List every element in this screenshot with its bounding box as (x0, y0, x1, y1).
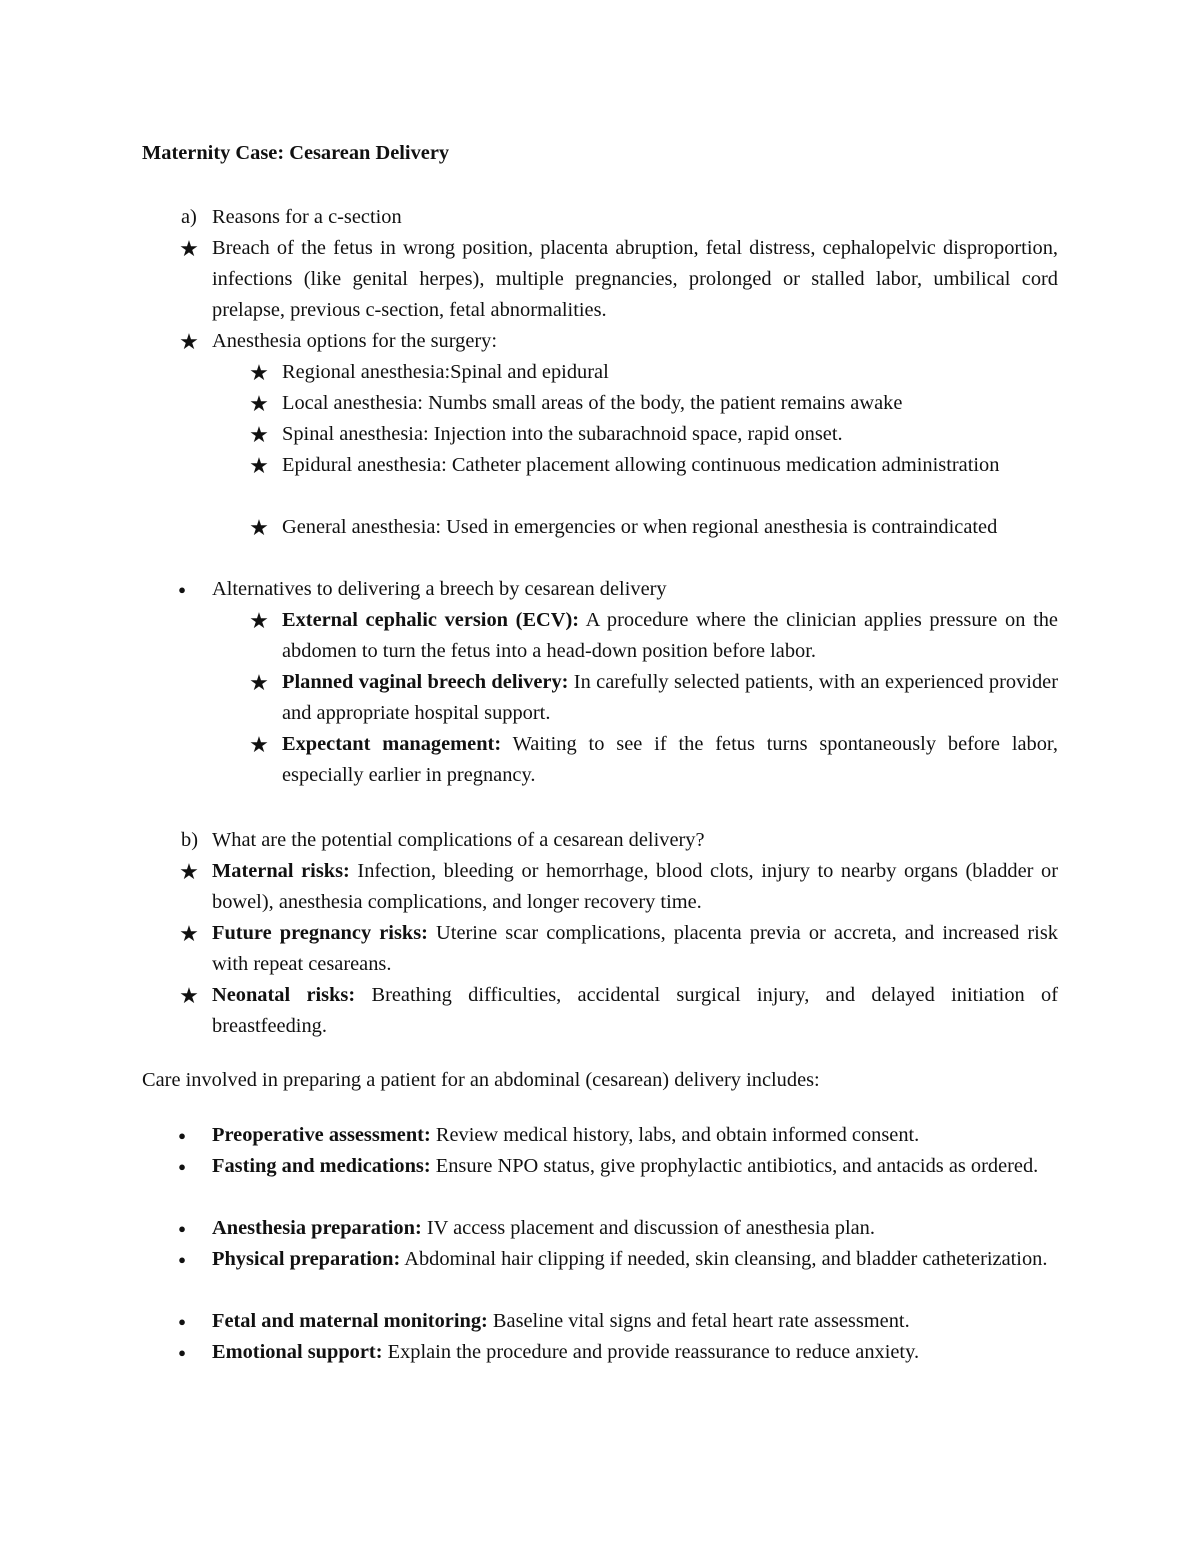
anesthesia-option: General anesthesia: Used in emergencies or when regional anesthesia is contraindicated (282, 516, 998, 538)
star-icon: ★ (249, 360, 269, 385)
alternative-text: Waiting to see if the fetus turns spontaneously before labor, especially earlier in pregnancy. (282, 733, 1059, 786)
care-text: Baseline vital signs and fetal heart rate assessment. (492, 1310, 910, 1332)
alternative-term: Expectant management: (282, 733, 502, 755)
star-icon: ★ (249, 422, 269, 447)
care-term: Emotional support: (212, 1341, 383, 1363)
risk-term: Maternal risks: (212, 860, 350, 882)
risk-text: Infection, bleeding or hemorrhage, blood clots, injury to nearby organs (bladder or bowel), anesthesia complications, and longer recovery time. (212, 860, 1058, 913)
star-icon: ★ (249, 453, 269, 478)
care-item (212, 1337, 1058, 1368)
risk-text: Breathing difficulties, accidental surgical injury, and delayed initiation of breastfeeding. (212, 984, 1058, 1037)
section-a-label: a) (181, 206, 197, 228)
alternative-term: Planned vaginal breech delivery: (282, 671, 569, 693)
alternative-text: A procedure where the clinician applies pressure on the abdomen to turn the fetus into a head-down position before labor. (282, 609, 1058, 662)
alternative-item (282, 729, 1058, 791)
risk-term: Neonatal risks: (212, 984, 356, 1006)
risk-item (212, 856, 1058, 918)
bullet-icon: ● (178, 1345, 186, 1360)
star-icon: ★ (179, 859, 199, 884)
section-b-heading: What are the potential complications of a cesarean delivery? (212, 829, 705, 851)
care-item (212, 1213, 1058, 1244)
star-icon: ★ (249, 515, 269, 540)
care-text: Explain the procedure and provide reassurance to reduce anxiety. (387, 1341, 920, 1363)
care-item (212, 1151, 1058, 1182)
risk-item (212, 980, 1058, 1042)
star-icon: ★ (249, 608, 269, 633)
anesthesia-option: Regional anesthesia:Spinal and epidural (282, 361, 609, 383)
star-icon: ★ (179, 236, 199, 261)
care-term: Fetal and maternal monitoring: (212, 1310, 488, 1332)
care-intro: Care involved in preparing a patient for an abdominal (cesarean) delivery includes: (142, 1069, 820, 1091)
page-title: Maternity Case: Cesarean Delivery (142, 142, 450, 164)
care-term: Anesthesia preparation: (212, 1217, 422, 1239)
care-term: Fasting and medications: (212, 1155, 431, 1177)
bullet-icon: ● (178, 1221, 186, 1236)
alternatives-heading: Alternatives to delivering a breech by cesarean delivery (212, 578, 667, 600)
star-icon: ★ (179, 921, 199, 946)
care-item (212, 1244, 1058, 1275)
care-item (212, 1120, 1058, 1151)
alternative-item (282, 667, 1058, 729)
star-icon: ★ (249, 732, 269, 757)
alternative-text: In carefully selected patients, with an experienced provider and appropriate hospital support. (282, 671, 1058, 724)
bullet-icon: ● (178, 1159, 186, 1174)
care-term: Preoperative assessment: (212, 1124, 431, 1146)
care-term: Physical preparation: (212, 1248, 401, 1270)
risk-text: Uterine scar complications, placenta previa or accreta, and increased risk with repeat cesareans. (212, 922, 1058, 975)
care-text: Review medical history, labs, and obtain informed consent. (435, 1124, 920, 1146)
risk-item (212, 918, 1058, 980)
alternative-item (282, 605, 1058, 667)
anesthesia-option: Local anesthesia: Numbs small areas of the body, the patient remains awake (282, 392, 903, 414)
bullet-icon: ● (178, 1314, 186, 1329)
anesthesia-heading: Anesthesia options for the surgery: (212, 330, 498, 352)
care-text: IV access placement and discussion of anesthesia plan. (426, 1217, 875, 1239)
care-text: Abdominal hair clipping if needed, skin cleansing, and bladder catheterization. (404, 1248, 1048, 1270)
care-text: Ensure NPO status, give prophylactic antibiotics, and antacids as ordered. (435, 1155, 1039, 1177)
care-item (212, 1306, 1058, 1337)
star-icon: ★ (179, 983, 199, 1008)
reasons-text: Breach of the fetus in wrong position, placenta abruption, fetal distress, cephalopelvic disproportion, infections (like genital herpes), multiple pregnancies, prolonged or stalled labor, umbilical cord prelapse, previous c-section, fetal abnormalities. (212, 237, 1058, 321)
alternative-term: External cephalic version (ECV): (282, 609, 580, 631)
star-icon: ★ (179, 329, 199, 354)
bullet-icon: ● (178, 1252, 186, 1267)
anesthesia-option: Epidural anesthesia: Catheter placement allowing continuous medication administration (282, 454, 1000, 476)
bullet-icon: ● (178, 1128, 186, 1143)
star-icon: ★ (249, 670, 269, 695)
anesthesia-option: Spinal anesthesia: Injection into the subarachnoid space, rapid onset. (282, 423, 843, 445)
section-b-label: b) (181, 829, 198, 851)
section-a-heading: Reasons for a c-section (212, 206, 402, 228)
bullet-icon: ● (178, 582, 186, 597)
star-icon: ★ (249, 391, 269, 416)
risk-term: Future pregnancy risks: (212, 922, 428, 944)
